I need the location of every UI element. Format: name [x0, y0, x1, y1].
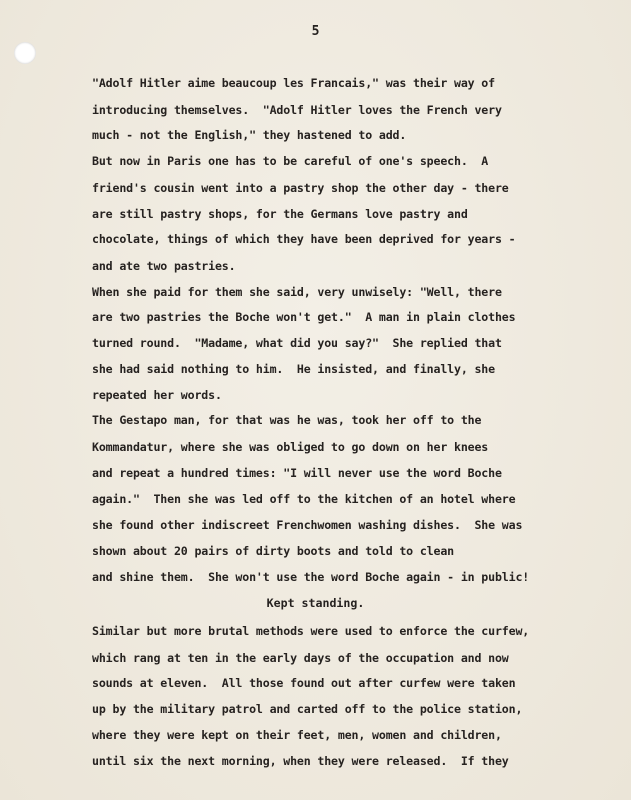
text-line: shown about 20 pairs of dirty boots and told to clean	[92, 544, 454, 558]
text-line: where they were kept on their feet, men, women and children,	[92, 728, 502, 742]
text-line: repeated her words.	[92, 388, 222, 402]
text-line: until six the next morning, when they were released. If they	[92, 754, 509, 768]
text-line: she had said nothing to him. He insisted, and finally, she	[92, 362, 495, 376]
text-line: which rang at ten in the early days of the occupation and now	[92, 651, 509, 665]
text-line: The Gestapo man, for that was he was, took her off to the	[92, 413, 482, 427]
text-line: turned round. "Madame, what did you say?" She replied that	[92, 336, 502, 350]
page-number: 5	[311, 24, 320, 39]
text-line: she found other indiscreet Frenchwomen washing dishes. She was	[92, 518, 523, 532]
punch-hole	[14, 42, 36, 64]
text-line: When she paid for them she said, very unwisely: "Well, there	[92, 285, 502, 299]
text-line: introducing themselves. "Adolf Hitler loves the French very	[92, 103, 502, 117]
text-line: sounds at eleven. All those found out after curfew were taken	[92, 676, 516, 690]
text-line: But now in Paris one has to be careful of one's speech. A	[92, 154, 489, 168]
text-line: again." Then she was led off to the kitchen of an hotel where	[92, 492, 516, 506]
text-line: much - not the English," they hastened to add.	[92, 128, 407, 142]
text-line: friend's cousin went into a pastry shop the other day - there	[92, 181, 509, 195]
text-line: Similar but more brutal methods were used to enforce the curfew,	[92, 624, 530, 638]
section-heading: Kept standing.	[266, 596, 365, 610]
text-line: "Adolf Hitler aime beaucoup les Francais," was their way of	[92, 76, 495, 90]
text-line: are two pastries the Boche won't get." A man in plain clothes	[92, 310, 516, 324]
text-line: chocolate, things of which they have been deprived for years -	[92, 232, 516, 246]
text-line: are still pastry shops, for the Germans love pastry and	[92, 207, 468, 221]
text-line: Kommandatur, where she was obliged to go down on her knees	[92, 440, 489, 454]
text-line: and ate two pastries.	[92, 259, 236, 273]
text-line: and repeat a hundred times: "I will never use the word Boche	[92, 466, 502, 480]
text-line: and shine them. She won't use the word Boche again - in public!	[92, 570, 530, 584]
text-line: up by the military patrol and carted off to the police station,	[92, 702, 523, 716]
